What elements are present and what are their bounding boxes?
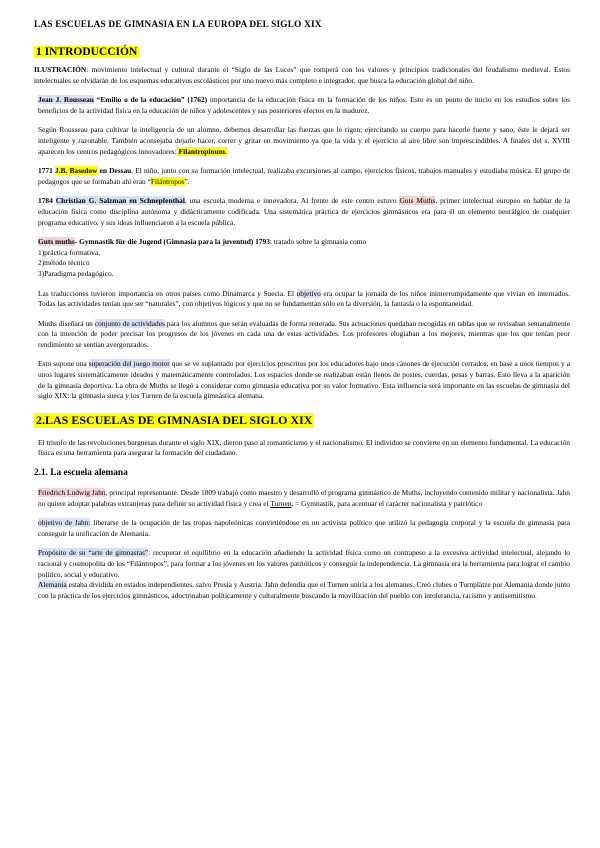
gymnastik-list	[34, 248, 570, 280]
section-heading-introduccion: 1 INTRODUCCIÓN	[36, 46, 138, 58]
list-item: 2)método técnico	[38, 258, 90, 268]
objetivo-highlight: objetivo	[296, 288, 321, 298]
objetivo-jahn-highlight: objetivo de Jahn:	[38, 518, 91, 528]
basedow-end: ”.	[184, 176, 190, 186]
superacion-highlight: superación del juego motor	[88, 359, 170, 369]
guts-muths-highlight: Guts Muths	[399, 196, 436, 206]
alemania-text: estaba dividida en estados independientes, salvo Prusia y Austria. Jahn defendía que el Turnen uniría a los alemanes. Creó clubes o Turnplätze por Alemania donde junto con la práctica de los ejercicios gimnásticos, adoctrinaban políticamente y culturalmente buscando la movilización del pueblo con intolerancia, racismo y antisemitismo.	[38, 580, 570, 600]
salzman-text-1: , una escuela moderna e innovadora. Al frente de este centro estuvo	[184, 196, 400, 206]
traducciones-text-2: era ocupar la jornada de los niños ininterrumpidamente que vivían en internados. Todas las actividades tenían que ser “naturales”, con objetivos lógicos y que no se fundamentan sólo en la diversión, la fantasía o la espontaneidad.	[38, 288, 570, 309]
alemania-highlight: Alemania	[38, 580, 67, 590]
salzman-name: Christian G. Salzman en Schnepfenthal	[55, 196, 185, 206]
turnen-underline: Turnen	[270, 498, 292, 508]
filantropos-highlight: Filántropos	[150, 176, 185, 186]
gymnastik-text: : tratado sobre la gimnasia como	[269, 237, 367, 247]
paragraph-muths-actividades	[34, 319, 570, 351]
rousseau-work: “Emilio o de la educación” (1762)	[93, 95, 208, 105]
list-item: 1)práctica formativa,	[38, 247, 100, 257]
rousseau-text: importancia de la educación física en la formación de los niños. Esto es un punto de inicio en los estudios sobre los beneficios de la actividad física en la educación de niños y adolescentes y sus posteriores efectos en la madurez.	[38, 95, 570, 115]
paragraph-gymnastik	[34, 237, 570, 248]
paragraph-traducciones	[34, 289, 570, 310]
conjunto-actividades-highlight: conjunto de actividades	[94, 318, 165, 328]
list-item: 3)Paradigma pedagógico.	[38, 268, 114, 278]
ilustracion-text: : movimiento intelectual y cultural durante el “Siglo de las Luces” que romperá con los valores y principios tradicionales del feudalismo medieval. Estos intelectuales se olvidarán de los esquemas educativos escolásticos por uno nuevo más completo e integrador, que busca la educación global del niño.	[34, 65, 570, 85]
muths-text-1: Muths diseñará un	[38, 318, 95, 328]
salzman-year: 1784	[38, 196, 56, 206]
filantropinum-highlight: Filantropinum.	[176, 146, 227, 156]
paragraph-basedow	[34, 166, 570, 187]
rousseau-name: Jean J. Rousseau	[38, 95, 94, 105]
basedow-text: . El niño, junto con su formación intelectual, realizaba excursiones al campo, ejercicios físicos, trabajos manuales y estudiaba música. El grupo de pedagogos que se formaban ahí eran “	[38, 166, 570, 186]
muths-text-2: para los alumnos que serán evaluadas de forma reiterada. Sus actuaciones quedaban recogidas en tablas que se revisaban semanalmente con la intención de poder precisar los progresos de los jóvenes en cada una de estas actividades. Los profesores elogiaban a los mejores, mientras que los que tenían peor rendimiento se sentían avergonzados.	[38, 318, 570, 349]
objetivo-jahn-text: liberarse de la ocupación de las tropas napoleónicas convirtiéndose en un activista político que utilizó la pedagogía corporal y la escuela de gimnasia para conseguir la unificación de Alemania.	[38, 518, 570, 538]
paragraph-proposito	[34, 548, 570, 580]
paragraph-ilustracion	[34, 65, 570, 86]
jahn-text-2: , = Gymnastik, para acentuar el carácter nacionalista y patriótico	[291, 498, 483, 508]
subsection-heading-escuela-alemana: 2.1. La escuela alemana	[34, 468, 128, 479]
paragraph-rousseau-inteligencia	[34, 125, 570, 157]
paragraph-alemania	[34, 580, 570, 601]
rousseau-inteligencia-text: Según Rousseau para cultivar la inteligencia de un alumno, debemos desarrollar las fuerzas que le rigen; ejercitando su cuerpo para hacerle fuerte y sano, éste le dejará ser inteligente y razonable. También aconsejaba dejarle hacer, correr y gritar en movimiento ya que la vida y el ejercicio al aire libre son imprescindibles. A finales del s. XVIII aparecen los centros pedagógicos innovadores:	[38, 125, 570, 156]
paragraph-jahn	[34, 488, 570, 509]
gymnastik-work: - Gymnastik für die Jugend (Gimnasia para la juventud) 1793	[74, 237, 270, 247]
document-page	[34, 20, 570, 610]
salzman-text-2: , primer intelectual europeo en hablar de la educación física como disciplina autónoma y didácticamente codificada. Una sistemática práctica de ejercicios gimnásticos era para él un elemento neurálgico de cualquier programa educativo, y sus ideas influenciaron a la escuela pública.	[38, 196, 570, 227]
ilustracion-label: ILUSTRACIÓN	[34, 65, 87, 74]
section-heading-escuelas: 2.LAS ESCUELAS DE GIMNASIA DEL SIGLO XIX	[36, 412, 313, 427]
basedow-name: J.B. Basedow	[54, 166, 98, 176]
guts-muths-label: Guts muths	[38, 237, 75, 247]
proposito-text: : recuperar el equilibrio en la educación añadiendo la actividad física como un contrapeso a la excesiva actividad intelectual, alejando lo racional y cosmopolita de los “Filántropos”, para formar a los jóvenes en los valores patrióticos y conseguir la independencia. La gimnasia era la herramienta para lograr el cambio político, social y educativo.	[38, 548, 570, 579]
paragraph-salzman	[34, 196, 570, 228]
traducciones-text-1: Las traducciones tuvieron importancia en otros países como Dinamarca y Suecia. El	[38, 288, 297, 298]
paragraph-superacion	[34, 359, 570, 401]
paragraph-rousseau	[34, 95, 570, 116]
proposito-highlight: Propósito de su “arte de gimnastas”	[38, 548, 149, 558]
paragraph-revoluciones: El triunfo de las revoluciones burguesas durante el siglo XIX, dieron paso al romanticismo y el nacionalismo. El individuo se convierte en un elemento fundamental. La educación física es una herramienta para asegurar la formación del ciudadano.	[38, 437, 570, 458]
jahn-highlight: Friedrich Ludwig Jahn	[38, 488, 106, 498]
superacion-text-1: Esto supone una	[38, 359, 89, 369]
basedow-place: en Dessau	[97, 166, 132, 176]
jahn-text-1: , principal representante. Desde 1809 trabajó como maestro y desarrolló el programa gimnástico de Muths, incluyendo contenido militar y nacionalista. Jahn no quiere adoptar palabras extranjeras para definir su actividad física y crea el	[38, 488, 571, 508]
document-title: LAS ESCUELAS DE GIMNASIA EN LA EUROPA DEL SIGLO XIX	[34, 20, 322, 30]
basedow-year: 1771	[38, 166, 55, 176]
paragraph-objetivo-jahn	[34, 518, 570, 539]
superacion-text-2: que se ve suplantado por ejercicios prescritos por los educadores bajo unos cánones de ejecución cerrados, en base a unos tiempos y a unos lugares sistemáticamente ideados y matemáticamente controlados. Los espacios donde se realizaban están llenos de postes, cuerdas, pesas y barras. Esto lleva a la aparición de la gimnasia deportiva. La obra de Muths se llegó a considerar como gimnasia educativa por su valor formativo. Esta influencia será importante en las escuelas de gimnasia del siglo XIX: la gimnasia sueca y los Turnen de la escuela gimnástica alemana.	[38, 359, 570, 401]
